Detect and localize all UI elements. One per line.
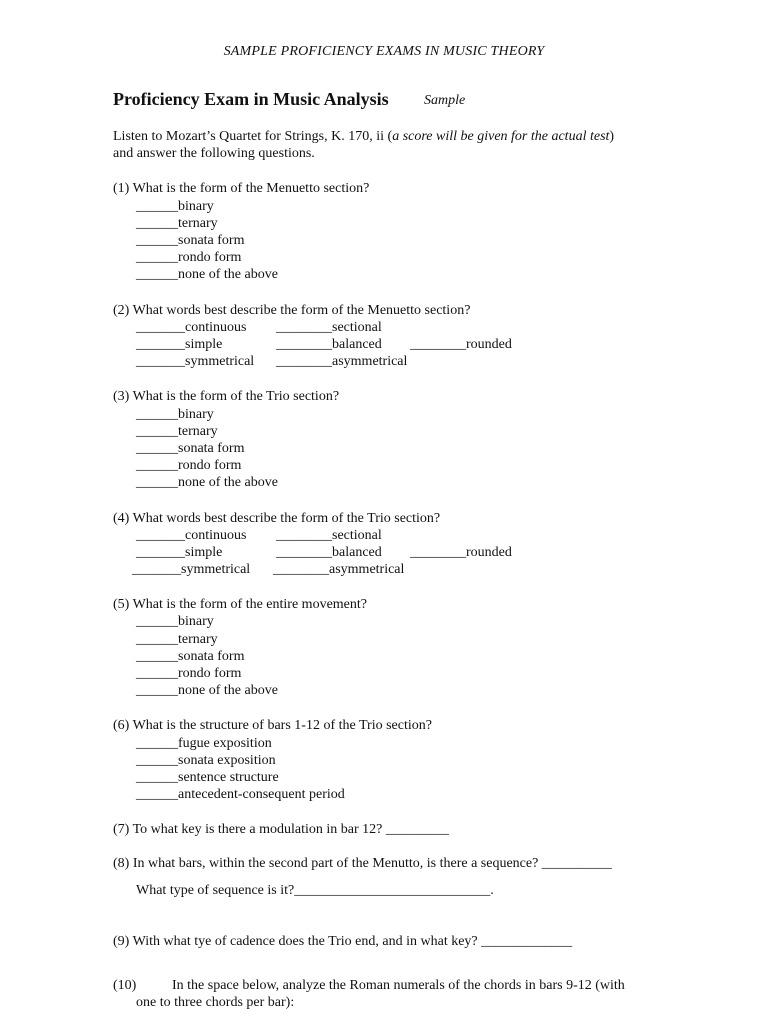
sample-label: Sample: [424, 93, 466, 108]
q2-option[interactable]: ________sectional: [276, 320, 382, 335]
q5-option[interactable]: ______none of the above: [136, 683, 278, 698]
q3-option[interactable]: ______binary: [136, 407, 214, 422]
q5-option[interactable]: ______binary: [136, 614, 214, 629]
q2-option[interactable]: _______continuous: [136, 320, 247, 335]
intro-italic-note: a score will be given for the actual test: [392, 129, 610, 144]
q1-option[interactable]: ______sonata form: [136, 233, 245, 248]
q10-prompt-line2: one to three chords per bar):: [136, 995, 295, 1010]
q1-prompt: (1) What is the form of the Menuetto section?: [113, 181, 370, 196]
exam-title: Proficiency Exam in Music Analysis: [113, 89, 389, 109]
q2-option[interactable]: ________asymmetrical: [276, 354, 408, 369]
q1-option[interactable]: ______ternary: [136, 216, 218, 231]
q2-option[interactable]: _______simple: [136, 337, 223, 352]
q1-option[interactable]: ______none of the above: [136, 267, 278, 282]
q5-option[interactable]: ______sonata form: [136, 649, 245, 664]
q8-prompt[interactable]: (8) In what bars, within the second part of the Menutto, is there a sequence? __________: [113, 856, 612, 871]
q6-option[interactable]: ______sonata exposition: [136, 753, 276, 768]
q4-option[interactable]: ________asymmetrical: [273, 562, 405, 577]
q1-option[interactable]: ______rondo form: [136, 250, 242, 265]
q2-option[interactable]: _______symmetrical: [136, 354, 255, 369]
q4-option[interactable]: ________balanced: [276, 545, 382, 560]
q10-number: (10): [113, 978, 137, 993]
q8-followup[interactable]: What type of sequence is it?____________________________.: [136, 883, 494, 898]
q4-prompt: (4) What words best describe the form of the Trio section?: [113, 511, 441, 526]
intro-line1-start: Listen to Mozart’s Quartet for Strings, K. 170, ii (: [113, 129, 393, 144]
intro-line1-end: ): [609, 129, 615, 144]
q3-prompt: (3) What is the form of the Trio section?: [113, 389, 340, 404]
q1-option[interactable]: ______binary: [136, 199, 214, 214]
q9-prompt[interactable]: (9) With what tye of cadence does the Trio end, and in what key? _____________: [113, 934, 573, 949]
intro-line2: and answer the following questions.: [113, 146, 315, 161]
q4-option[interactable]: _______simple: [136, 545, 223, 560]
q2-option[interactable]: ________rounded: [410, 337, 512, 352]
q3-option[interactable]: ______rondo form: [136, 458, 242, 473]
q4-option[interactable]: ________sectional: [276, 528, 382, 543]
q3-option[interactable]: ______none of the above: [136, 475, 278, 490]
q6-option[interactable]: ______sentence structure: [136, 770, 279, 785]
q2-option[interactable]: ________balanced: [276, 337, 382, 352]
page-header: SAMPLE PROFICIENCY EXAMS IN MUSIC THEORY: [223, 44, 545, 59]
q6-option[interactable]: ______antecedent-consequent period: [136, 787, 345, 802]
q4-option[interactable]: _______continuous: [136, 528, 247, 543]
q6-prompt: (6) What is the structure of bars 1-12 of the Trio section?: [113, 718, 432, 733]
q10-prompt-line1: In the space below, analyze the Roman numerals of the chords in bars 9-12 (with: [172, 978, 625, 993]
q5-prompt: (5) What is the form of the entire movement?: [113, 597, 367, 612]
q2-prompt: (2) What words best describe the form of the Menuetto section?: [113, 303, 471, 318]
q7-prompt[interactable]: (7) To what key is there a modulation in bar 12? _________: [113, 822, 449, 837]
q3-option[interactable]: ______sonata form: [136, 441, 245, 456]
q3-option[interactable]: ______ternary: [136, 424, 218, 439]
q6-option[interactable]: ______fugue exposition: [136, 736, 272, 751]
q4-option[interactable]: ________rounded: [410, 545, 512, 560]
q5-option[interactable]: ______ternary: [136, 632, 218, 647]
q5-option[interactable]: ______rondo form: [136, 666, 242, 681]
q4-option[interactable]: _______symmetrical: [132, 562, 251, 577]
intro-text: [113, 128, 673, 162]
